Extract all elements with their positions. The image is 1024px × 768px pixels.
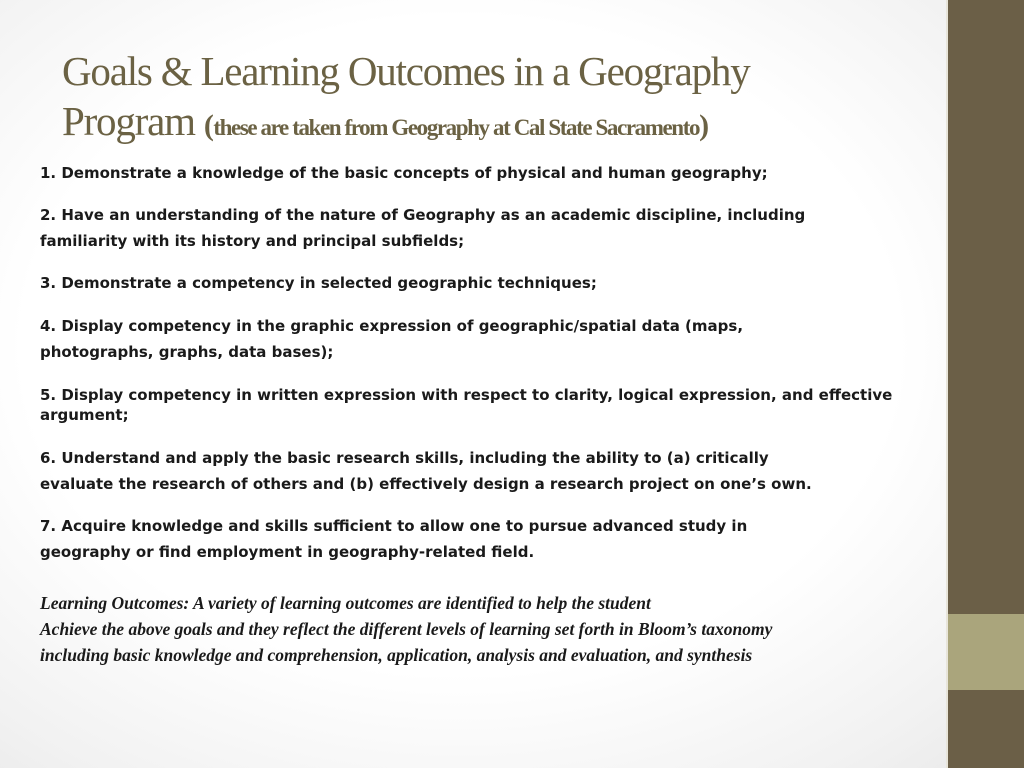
subtitle-close-paren: ) <box>699 109 709 142</box>
learning-outcomes-line-1: Learning Outcomes: A variety of learning outcomes are identified to help the student <box>40 593 651 613</box>
goal-6-line-1: 6. Understand and apply the basic research skills, including the ability to (a) critically <box>40 449 769 467</box>
learning-outcomes-line-2: Achieve the above goals and they reflect the different levels of learning set forth in Bloom’s taxonomy <box>40 619 773 639</box>
goal-5-line-1: 5. Display competency in written expression with respect to clarity, logical expression, and effective <box>40 386 893 404</box>
goal-item-1 <box>40 160 768 186</box>
slide-subtitle: these are taken from Geography at Cal State Sacramento <box>213 115 700 140</box>
goal-1-line-1: 1. Demonstrate a knowledge of the basic concepts of physical and human geography; <box>40 164 768 182</box>
goal-item-2 <box>40 202 805 254</box>
goal-item-5 <box>40 382 892 425</box>
learning-outcomes <box>40 590 945 668</box>
goal-5-line-2: argument; <box>40 406 129 424</box>
goal-4-line-1: 4. Display competency in the graphic expression of geographic/spatial data (maps, <box>40 317 744 335</box>
goal-item-3 <box>40 270 597 296</box>
slide-title <box>62 46 942 153</box>
goal-3-line-1: 3. Demonstrate a competency in selected geographic techniques; <box>40 274 597 292</box>
goal-4-line-2: photographs, graphs, data bases); <box>40 343 334 361</box>
goal-6-line-2: evaluate the research of others and (b) effectively design a research project on one’s own. <box>40 475 812 493</box>
decorative-sidebar-accent <box>948 614 1024 690</box>
goal-2-line-2: familiarity with its history and principal subfields; <box>40 232 465 250</box>
goal-item-7 <box>40 513 747 565</box>
goal-7-line-2: geography or find employment in geography-related field. <box>40 543 535 561</box>
goal-item-6 <box>40 445 812 497</box>
slide-title-line1: Goals & Learning Outcomes in a Geography <box>62 48 750 94</box>
goal-2-line-1: 2. Have an understanding of the nature of Geography as an academic discipline, including <box>40 206 806 224</box>
learning-outcomes-line-3: including basic knowledge and comprehension, application, analysis and evaluation, and synthesis <box>40 645 753 665</box>
slide-title-line2: Program <box>62 98 195 144</box>
goal-7-line-1: 7. Acquire knowledge and skills sufficient to allow one to pursue advanced study in <box>40 517 748 535</box>
subtitle-open-paren: ( <box>203 109 214 142</box>
goal-item-4 <box>40 313 743 365</box>
